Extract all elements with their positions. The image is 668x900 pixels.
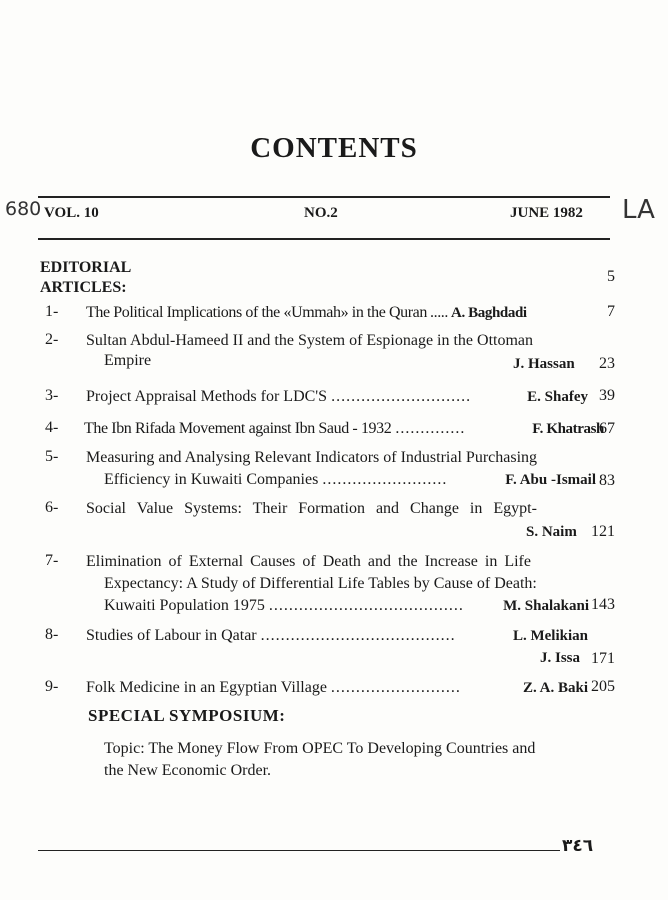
article-page: 143 [591, 596, 615, 613]
article-number: 8- [45, 626, 59, 643]
issue-number: NO.2 [304, 205, 338, 221]
leader-dots: ....................................... [268, 597, 464, 614]
article-title: Social Value Systems: Their Formation and Change in Egypt- [86, 500, 537, 517]
article-page: 121 [591, 523, 615, 540]
symposium-topic: Topic: The Money Flow From OPEC To Developing Countries and [104, 740, 536, 757]
article-number: 2- [45, 331, 59, 348]
article-title-cont: Efficiency in Kuwaiti Companies [104, 471, 319, 488]
footer-rule [38, 850, 560, 851]
article-row [86, 386, 588, 408]
leader-dots: ......................... [322, 471, 448, 488]
article-number: 9- [45, 678, 59, 695]
article-title: Elimination of External Causes of Death and the Increase in Life [86, 553, 531, 570]
article-title: Project Appraisal Methods for LDC'S [86, 388, 328, 405]
article-title-cont: Kuwaiti Population 1975 [104, 597, 265, 614]
leader-dots: .............. [395, 420, 466, 437]
article-page: 39 [599, 387, 615, 404]
article-page: 171 [591, 650, 615, 667]
article-page: 7 [607, 303, 615, 320]
article-title: The Ibn Rifada Movement against Ibn Saud - 1932 [84, 420, 392, 437]
article-title: The Political Implications of the «Ummah» in the Quran [86, 304, 427, 321]
leader-dots: ..... [430, 304, 449, 321]
article-title-cont: Expectancy: A Study of Differential Life Tables by Cause of Death: [104, 575, 537, 592]
page-title: CONTENTS [250, 132, 418, 164]
volume-label: VOL. 10 [44, 205, 99, 221]
article-author: J. Hassan [513, 356, 575, 372]
article-row [104, 595, 589, 617]
article-number: 5- [45, 448, 59, 465]
article-row [86, 677, 588, 699]
article-title: Measuring and Analysing Relevant Indicators of Industrial Purchasing [86, 449, 538, 466]
leader-dots: .......................... [330, 679, 461, 696]
article-page: 205 [591, 678, 615, 695]
section-symposium: SPECIAL SYMPOSIUM: [88, 706, 286, 725]
handwritten-left-mark: 680 [5, 198, 42, 220]
editorial-page: 5 [607, 268, 615, 285]
article-row [86, 625, 588, 647]
article-author: S. Naim [526, 524, 577, 540]
article-coauthor: J. Issa [540, 650, 581, 666]
article-author: E. Shafey [527, 389, 588, 405]
article-number: 3- [45, 387, 59, 404]
article-author: F. Khatrash [532, 421, 604, 437]
footer-page-number: ٣٤٦ [562, 836, 594, 856]
article-title: Studies of Labour in Qatar [86, 627, 257, 644]
article-author: F. Abu -Ismail [505, 472, 596, 488]
article-title: Folk Medicine in an Egyptian Village [86, 679, 327, 696]
article-row [84, 418, 604, 440]
article-page: 83 [599, 472, 615, 489]
article-number: 1- [45, 303, 59, 320]
article-author: L. Melikian [512, 628, 588, 644]
leader-dots: ............................ [331, 388, 472, 405]
article-number: 6- [45, 499, 59, 516]
article-author: A. Baghdadi [451, 305, 527, 321]
section-articles: ARTICLES: [40, 279, 127, 296]
article-number: 4- [45, 419, 59, 436]
article-number: 7- [45, 552, 59, 569]
leader-dots: ....................................... [260, 627, 456, 644]
section-editorial: EDITORIAL [40, 259, 132, 276]
article-row [104, 469, 596, 491]
article-author: Z. A. Baki [522, 680, 588, 696]
handwritten-right-mark: LA [622, 195, 655, 225]
article-row [86, 302, 588, 324]
article-page: 67 [599, 420, 615, 437]
symposium-topic-cont: the New Economic Order. [104, 762, 272, 779]
article-title-cont: Empire [104, 352, 152, 369]
header-bottom-rule [38, 238, 610, 240]
issue-date: JUNE 1982 [510, 205, 583, 221]
header-top-rule [38, 196, 610, 198]
article-author: M. Shalakani [503, 598, 589, 614]
article-page: 23 [599, 355, 615, 372]
article-title: Sultan Abdul-Hameed II and the System of Espionage in the Ottoman [86, 332, 534, 349]
